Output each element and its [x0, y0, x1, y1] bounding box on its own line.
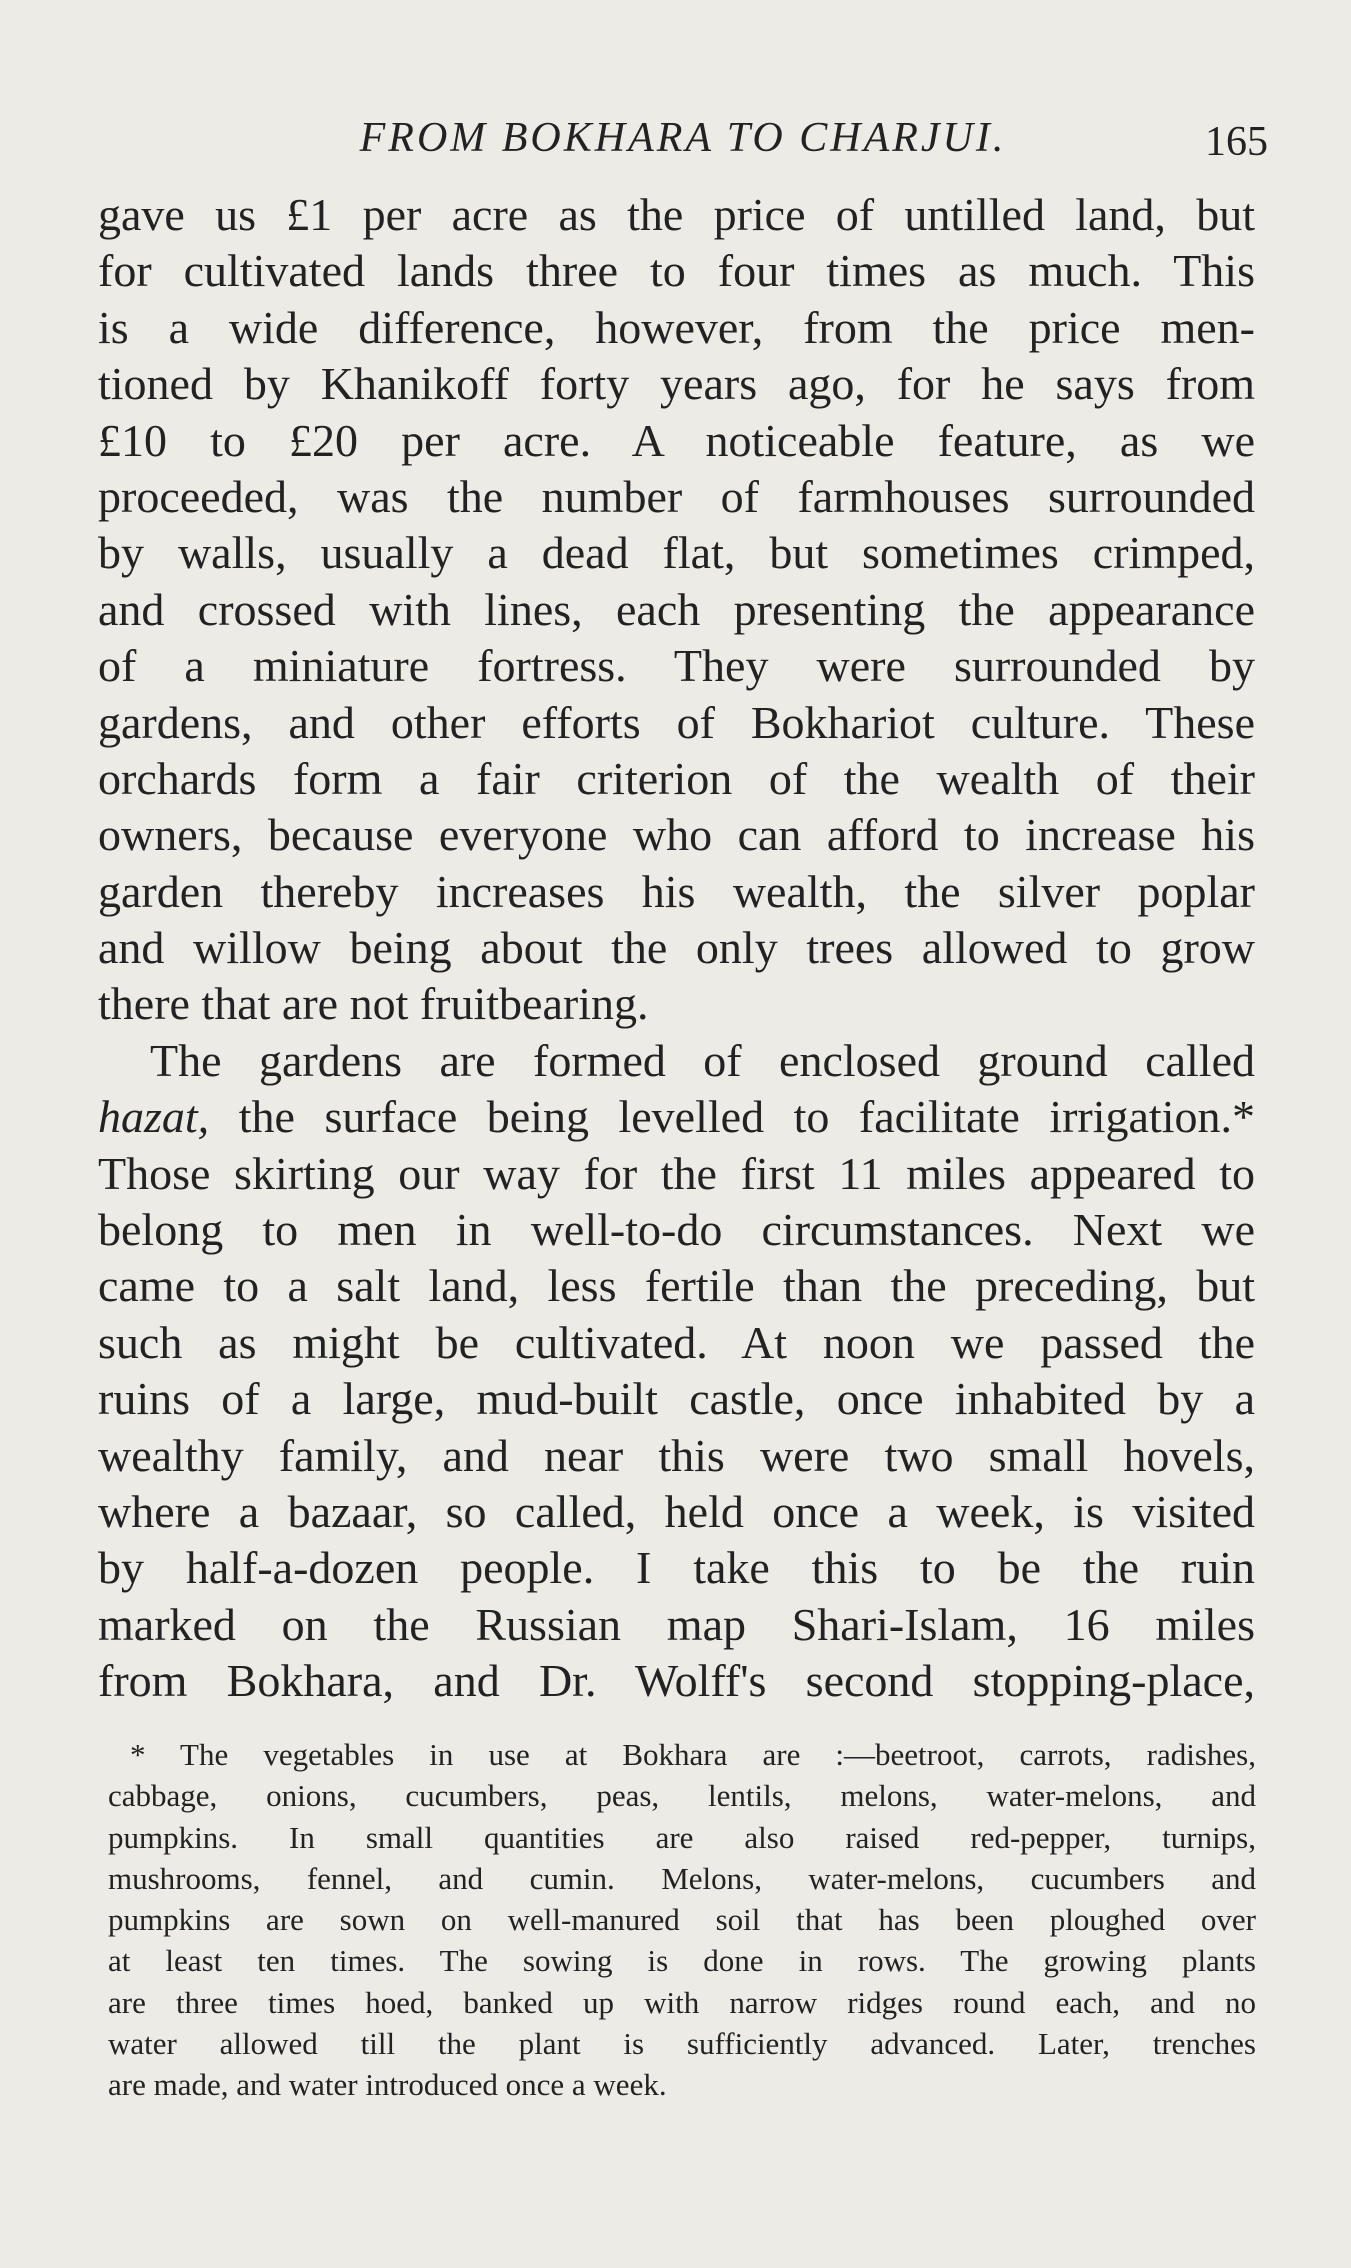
italic-term: hazat,: [98, 1091, 210, 1143]
text-line: [98, 1089, 1255, 1145]
text-line: of a miniature fortress. They were surrounded by: [98, 640, 1255, 692]
paragraph-start-line: The gardens are formed of enclosed ground called: [150, 1034, 1255, 1086]
text-line: orchards form a fair criterion of the wealth of their: [98, 752, 1255, 804]
footnote: [108, 1734, 1256, 2106]
text-line: where a bazaar, so called, held once a week, is visited: [98, 1485, 1255, 1537]
text-line: such as might be cultivated. At noon we passed the: [98, 1316, 1255, 1368]
text-line: is a wide difference, however, from the price men-: [98, 301, 1255, 353]
running-header: [98, 108, 1268, 168]
text-line: gave us £1 per acre as the price of untilled land, but: [98, 189, 1255, 240]
text-line: came to a salt land, less fertile than the preceding, but: [98, 1260, 1255, 1312]
footnote-line: * The vegetables in use at Bokhara are :—beetroot, carrots, radishes,: [130, 1737, 1256, 1772]
footnote-line: pumpkins. In small quantities are also raised red-pepper, turnips,: [108, 1819, 1256, 1855]
footnote-line: are three times hoed, banked up with narrow ridges round each, and no: [108, 1984, 1256, 2020]
text-line: by half-a-dozen people. I take this to be the ruin: [98, 1542, 1255, 1594]
text-line: proceeded, was the number of farmhouses surrounded: [98, 470, 1255, 522]
text-line: owners, because everyone who can afford to increase his: [98, 809, 1255, 861]
footnote-line: at least ten times. The sowing is done in rows. The growing plants: [108, 1943, 1256, 1979]
running-title: FROM BOKHARA TO CHARJUI.: [359, 115, 1007, 161]
footnote-line: water allowed till the plant is sufficiently advanced. Later, trenches: [108, 2026, 1256, 2062]
text-line: gardens, and other efforts of Bokhariot culture. These: [98, 696, 1255, 748]
text-line: for cultivated lands three to four times as much. This: [98, 245, 1255, 297]
text-line: there that are not fruitbearing.: [98, 978, 649, 1030]
text-line: and willow being about the only trees allowed to grow: [98, 922, 1255, 974]
text-line: marked on the Russian map Shari-Islam, 16 miles: [98, 1598, 1255, 1650]
text-line: belong to men in well-to-do circumstances. Next we: [98, 1204, 1255, 1256]
footnote-line: cabbage, onions, cucumbers, peas, lentils, melons, water-melons, and: [108, 1778, 1256, 1814]
text-line: ruins of a large, mud-built castle, once inhabited by a: [98, 1373, 1255, 1425]
text-line: and crossed with lines, each presenting the appearance: [98, 583, 1255, 635]
body-text: [98, 187, 1255, 1710]
text-line: Those skirting our way for the first 11 miles appeared to: [98, 1147, 1255, 1199]
text-line: garden thereby increases his wealth, the silver poplar: [98, 865, 1255, 917]
footnote-line: pumpkins are sown on well-manured soil that has been ploughed over: [108, 1902, 1256, 1938]
text-line: wealthy family, and near this were two small hovels,: [98, 1429, 1255, 1481]
footnote-line: mushrooms, fennel, and cumin. Melons, water-melons, cucumbers and: [108, 1860, 1256, 1896]
page-number: 165: [1205, 119, 1268, 165]
text-line: by walls, usually a dead flat, but sometimes crimped,: [98, 527, 1255, 579]
text-line-rest: the surface being levelled to facilitate irrigation.*: [238, 1091, 1255, 1143]
text-line: £10 to £20 per acre. A noticeable feature, as we: [98, 414, 1255, 466]
text-line: from Bokhara, and Dr. Wolff's second stopping-place,: [98, 1655, 1255, 1707]
footnote-line: are made, and water introduced once a week.: [108, 2067, 667, 2103]
text-line: tioned by Khanikoff forty years ago, for he says from: [98, 358, 1255, 410]
